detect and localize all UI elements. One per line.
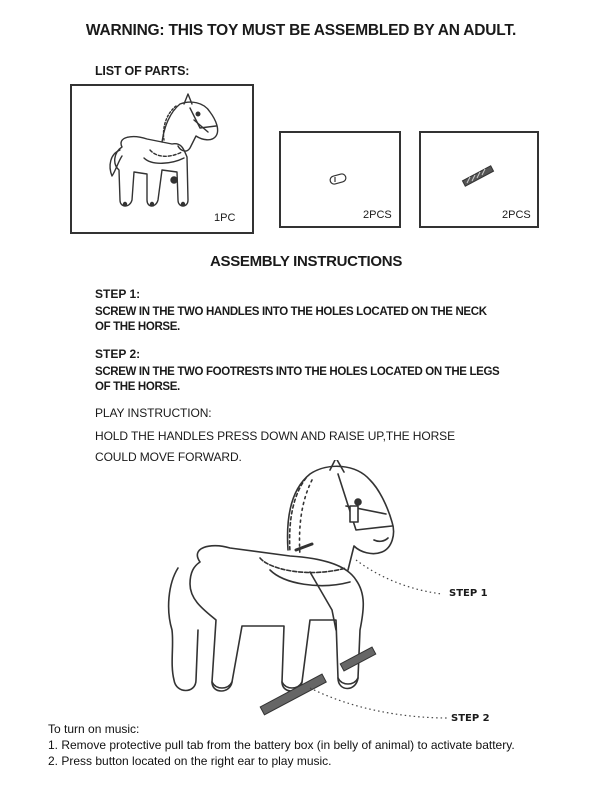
handle-icon — [327, 171, 353, 187]
diagram-step1-label: STEP 1 — [449, 588, 488, 599]
horse-icon — [92, 92, 232, 222]
footrest-icon — [459, 165, 499, 189]
music-item-2: 2. Press button located on the right ear to play music. — [48, 754, 332, 768]
diagram-step2-label: STEP 2 — [451, 713, 490, 724]
part-qty-horse: 1PC — [214, 212, 236, 224]
part-box-horse — [70, 84, 254, 234]
warning-heading: WARNING: THIS TOY MUST BE ASSEMBLED BY AN ADULT. — [85, 22, 517, 39]
part-qty-handle: 2PCS — [363, 209, 392, 221]
play-line1: HOLD THE HANDLES PRESS DOWN AND RAISE UP,THE HORSE — [95, 429, 455, 443]
part-box-handle — [279, 131, 401, 228]
step1-line2: OF THE HORSE. — [95, 321, 180, 333]
part-box-footrest — [419, 131, 539, 228]
step1-heading: STEP 1: — [95, 287, 141, 301]
music-item-1: 1. Remove protective pull tab from the battery box (in belly of animal) to activate battery. — [48, 738, 515, 752]
step2-line2: OF THE HORSE. — [95, 381, 180, 393]
part-qty-footrest: 2PCS — [502, 209, 531, 221]
parts-list-title: LIST OF PARTS: — [95, 64, 190, 78]
play-heading: PLAY INSTRUCTION: — [95, 406, 212, 420]
assembly-title: ASSEMBLY INSTRUCTIONS — [209, 253, 403, 270]
step1-line1: SCREW IN THE TWO HANDLES INTO THE HOLES LOCATED ON THE NECK — [95, 306, 487, 318]
music-title: To turn on music: — [48, 722, 140, 736]
step2-heading: STEP 2: — [95, 347, 141, 361]
play-line2: COULD MOVE FORWARD. — [95, 450, 242, 464]
step2-line1: SCREW IN THE TWO FOOTRESTS INTO THE HOLES LOCATED ON THE LEGS — [95, 366, 500, 378]
